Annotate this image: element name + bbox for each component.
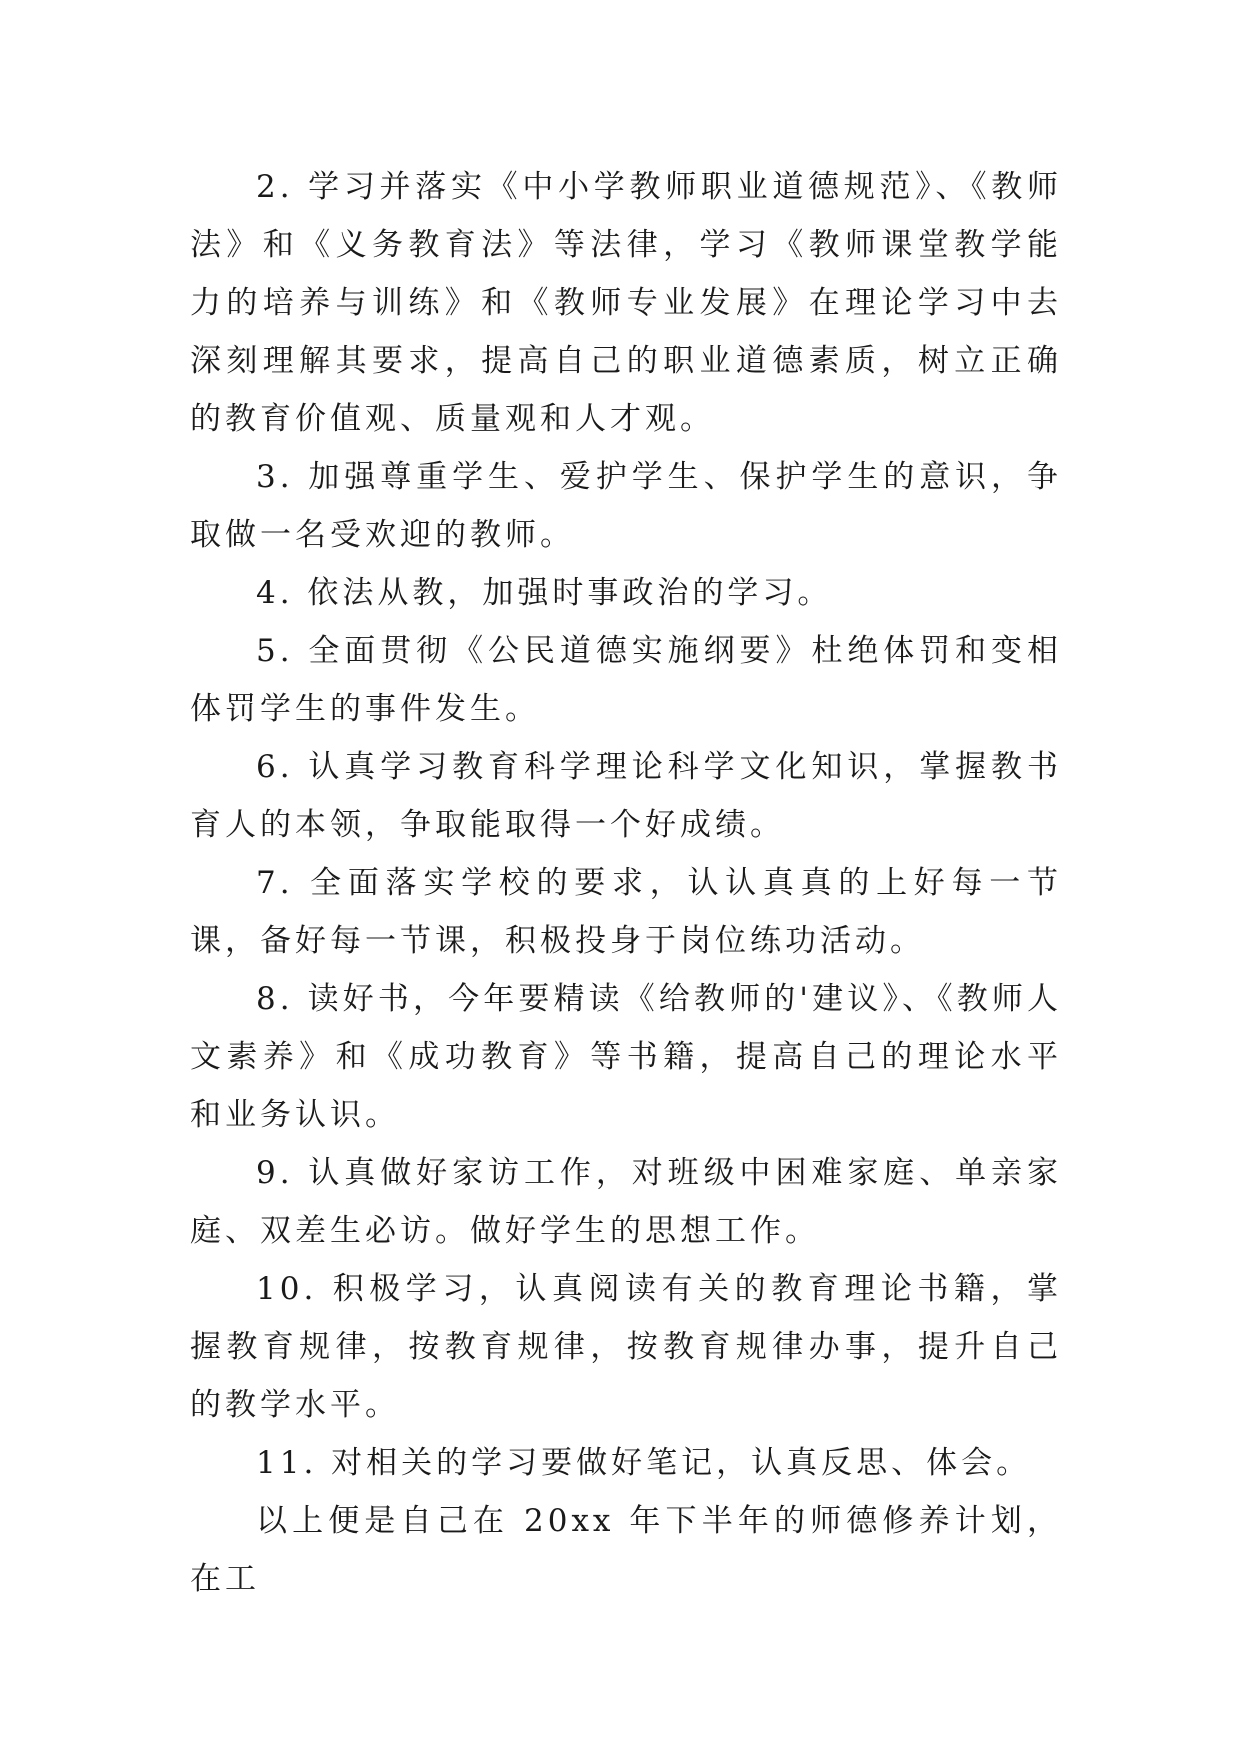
paragraph-item-4: 4. 依法从教，加强时事政治的学习。 xyxy=(256,575,833,611)
paragraph-item-2: 2. 学习并落实《中小学教师职业道德规范》、《教师法》和《义务教育法》等法律，学习《教师课堂教学能力的培养与训练》和《教师专业发展》在理论学习中去深刻理解其要求，提高自己的职业道德素质，树立正确的教育价值观、质量观和人才观。 xyxy=(190,169,1062,437)
paragraph-item-11: 11. 对相关的学习要做好笔记，认真反思、体会。 xyxy=(256,1445,1032,1481)
document-body xyxy=(190,158,1062,1608)
paragraph-summary: 以上便是自己在 20xx 年下半年的师德修养计划，在工 xyxy=(190,1503,1062,1597)
paragraph-item-6: 6. 认真学习教育科学理论科学文化知识，掌握教书育人的本领，争取能取得一个好成绩。 xyxy=(190,749,1062,843)
paragraph-item-8: 8. 读好书，今年要精读《给教师的'建议》、《教师人文素养》和《成功教育》等书籍，提高自己的理论水平和业务认识。 xyxy=(190,981,1062,1133)
paragraph-item-9: 9. 认真做好家访工作，对班级中困难家庭、单亲家庭、双差生必访。做好学生的思想工作。 xyxy=(190,1155,1062,1249)
paragraph-item-3: 3. 加强尊重学生、爱护学生、保护学生的意识，争取做一名受欢迎的教师。 xyxy=(190,459,1062,553)
paragraph-item-7: 7. 全面落实学校的要求，认认真真的上好每一节课，备好每一节课，积极投身于岗位练功活动。 xyxy=(190,865,1062,959)
paragraph-item-10: 10. 积极学习，认真阅读有关的教育理论书籍，掌握教育规律，按教育规律，按教育规律办事，提升自己的教学水平。 xyxy=(190,1271,1062,1423)
paragraph-item-5: 5. 全面贯彻《公民道德实施纲要》杜绝体罚和变相体罚学生的事件发生。 xyxy=(190,633,1062,727)
